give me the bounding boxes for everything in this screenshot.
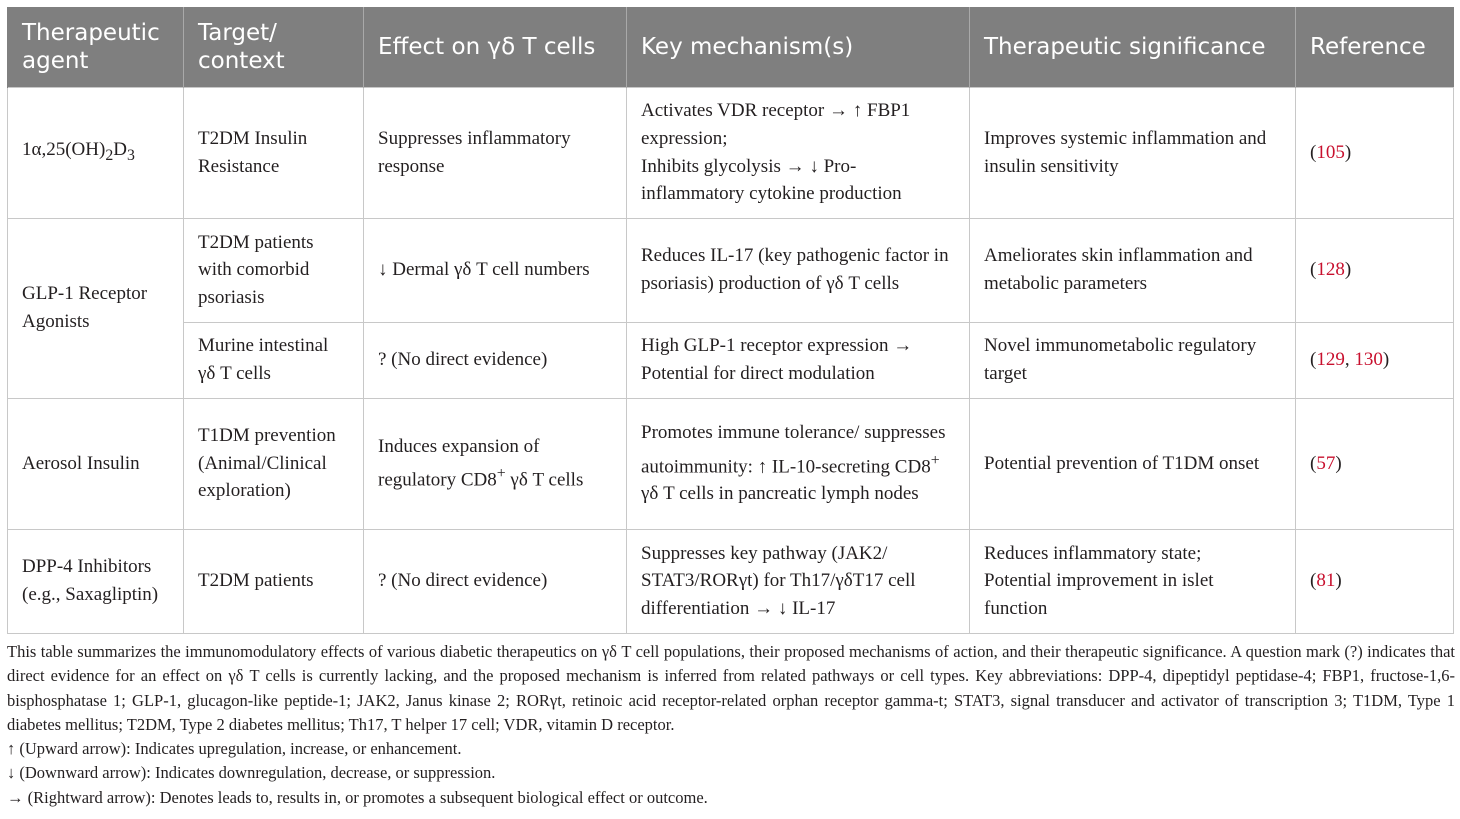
header-therapeutic-agent: Therapeutic agent — [8, 7, 184, 87]
header-target-context: Target/ context — [184, 7, 364, 87]
reference-cell: (129, 130) — [1296, 322, 1454, 398]
mechanism-cell: Reduces IL-17 (key pathogenic factor in psoriasis) production of γδ T cells — [627, 218, 970, 322]
footnote-up-arrow: ↑ (Upward arrow): Indicates upregulation, increase, or enhancement. — [7, 739, 462, 759]
effect-cell: Induces expansion of regulatory CD8+ γδ T cells — [364, 398, 627, 529]
header-significance: Therapeutic significance — [970, 7, 1296, 87]
significance-cell: Ameliorates skin inflammation and metabolic parameters — [970, 218, 1296, 322]
agent-cell: GLP-1 Receptor Agonists — [8, 218, 184, 398]
target-cell: T2DM Insulin Resistance — [184, 87, 364, 218]
reference-link[interactable]: 129 — [1316, 349, 1345, 371]
target-cell: T1DM prevention (Animal/Clinical exploration) — [184, 398, 364, 529]
target-cell: T2DM patients with comorbid psoriasis — [184, 218, 364, 322]
agent-cell: DPP-4 Inhibitors (e.g., Saxagliptin) — [8, 529, 184, 633]
table-row — [8, 218, 1454, 322]
target-cell: Murine intestinal γδ T cells — [184, 322, 364, 398]
table-footnotes — [7, 640, 1455, 810]
significance-cell: Novel immunometabolic regulatory target — [970, 322, 1296, 398]
footnote-summary: This table summarizes the immunomodulatory effects of various diabetic therapeutics on γδ T cell populations, their proposed mechanisms of action, and their therapeutic significance. A question mark (?) indicates that direct evidence for an effect on γδ T cells is currently lacking, and the proposed mechanism is inferred from related pathways or cell types. Key abbreviations: DPP-4, dipeptidyl peptidase-4; FBP1, fructose-1,6-bisphosphatase 1; GLP-1, glucagon-like peptide-1; JAK2, Janus kinase 2; RORγt, retinoic acid receptor-related orphan receptor gamma-t; STAT3, signal transducer and activator of transcription 3; T1DM, Type 1 diabetes mellitus; T2DM, Type 2 diabetes mellitus; Th17, T helper 17 cell; VDR, vitamin D receptor. — [7, 642, 1455, 734]
table-row — [8, 322, 1454, 398]
significance-cell: Improves systemic inflammation and insulin sensitivity — [970, 87, 1296, 218]
reference-cell: (57) — [1296, 398, 1454, 529]
mechanism-cell: High GLP-1 receptor expression → Potential for direct modulation — [627, 322, 970, 398]
reference-link[interactable]: 130 — [1354, 349, 1383, 371]
header-reference: Reference — [1296, 7, 1454, 87]
therapeutics-table — [7, 7, 1454, 634]
reference-cell: (81) — [1296, 529, 1454, 633]
target-cell: T2DM patients — [184, 529, 364, 633]
effect-cell: ↓ Dermal γδ T cell numbers — [364, 218, 627, 322]
header-effect: Effect on γδ T cells — [364, 7, 627, 87]
table-row — [8, 87, 1454, 218]
agent-cell: Aerosol Insulin — [8, 398, 184, 529]
mechanism-cell: Activates VDR receptor → ↑ FBP1 expression; Inhibits glycolysis → ↓ Pro-inflammatory cytokine production — [627, 87, 970, 218]
reference-link[interactable]: 57 — [1316, 452, 1336, 474]
footnote-right-arrow: → (Rightward arrow): Denotes leads to, results in, or promotes a subsequent biological effect or outcome. — [7, 787, 708, 807]
reference-cell: (105) — [1296, 87, 1454, 218]
agent-cell: $1\alpha,25(OH)_2D_3$ — [8, 87, 184, 218]
mechanism-cell: Suppresses key pathway (JAK2/ STAT3/RORγt) for Th17/γδT17 cell differentiation → ↓ IL-17 — [627, 529, 970, 633]
effect-cell: ? (No direct evidence) — [364, 322, 627, 398]
effect-cell: ? (No direct evidence) — [364, 529, 627, 633]
significance-cell: Potential prevention of T1DM onset — [970, 398, 1296, 529]
significance-cell: Reduces inflammatory state; Potential improvement in islet function — [970, 529, 1296, 633]
reference-link[interactable]: 128 — [1316, 259, 1345, 281]
reference-cell: (128) — [1296, 218, 1454, 322]
table-row — [8, 529, 1454, 633]
mechanism-cell: Promotes immune tolerance/ suppresses autoimmunity: ↑ IL-10-secreting CD8+ γδ T cells in pancreatic lymph nodes — [627, 398, 970, 529]
reference-link[interactable]: 105 — [1316, 141, 1345, 163]
reference-link[interactable]: 81 — [1316, 570, 1336, 592]
table-header-row — [8, 7, 1454, 87]
effect-cell: Suppresses inflammatory response — [364, 87, 627, 218]
footnote-down-arrow: ↓ (Downward arrow): Indicates downregulation, decrease, or suppression. — [7, 763, 496, 783]
header-mechanism: Key mechanism(s) — [627, 7, 970, 87]
table-row — [8, 398, 1454, 529]
